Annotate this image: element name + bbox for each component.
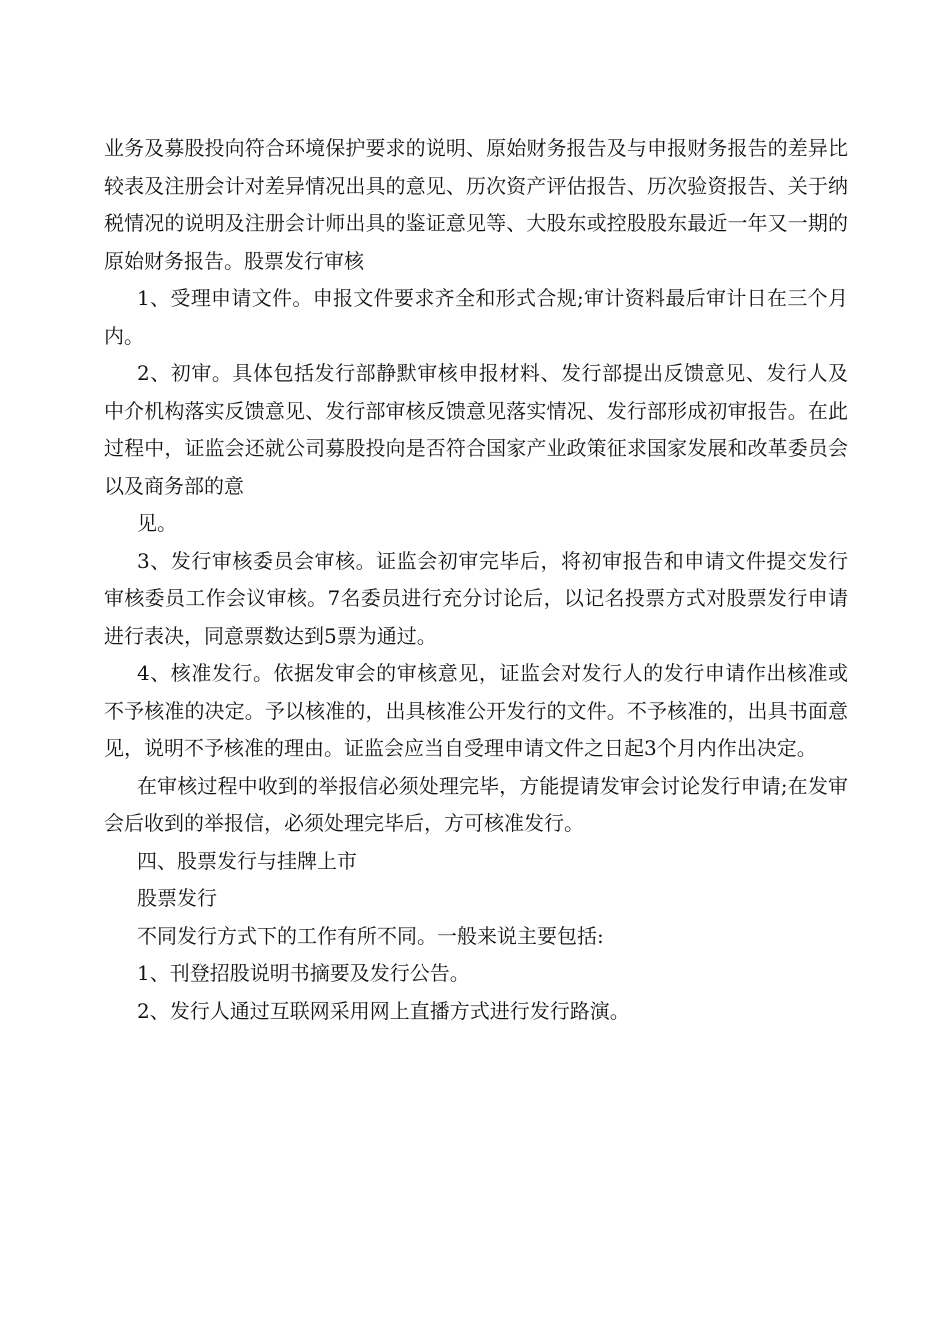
subsection-heading: 股票发行 bbox=[137, 886, 217, 910]
document-body bbox=[104, 130, 848, 1030]
list-item-1: 1、刊登招股说明书摘要及发行公告。 bbox=[137, 961, 470, 985]
paragraph-3: 2、初审。具体包括发行部静默审核申报材料、发行部提出反馈意见、发行人及中介机构落实反馈意见、发行部审核反馈意见落实情况、发行部形成初审报告。在此过程中，证监会还就公司募股投向是否符合国家产业政策征求国家发展和改革委员会以及商务部的意 bbox=[104, 361, 848, 498]
paragraph-4: 见。 bbox=[137, 511, 177, 535]
section-heading: 四、股票发行与挂牌上市 bbox=[137, 848, 357, 873]
paragraph-7: 在审核过程中收到的举报信必须处理完毕，方能提请发审会讨论发行申请;在发审会后收到的举报信，必须处理完毕后，方可核准发行。 bbox=[104, 773, 848, 835]
paragraph-6: 4、核准发行。依据发审会的审核意见，证监会对发行人的发行申请作出核准或不予核准的决定。予以核准的，出具核准公开发行的文件。不予核准的，出具书面意见，说明不予核准的理由。证监会应当自受理申请文件之日起3个月内作出决定。 bbox=[104, 661, 848, 760]
list-item-2: 2、发行人通过互联网采用网上直播方式进行发行路演。 bbox=[137, 998, 630, 1023]
paragraph-8: 不同发行方式下的工作有所不同。一般来说主要包括: bbox=[137, 923, 604, 948]
paragraph-5: 3、发行审核委员会审核。证监会初审完毕后，将初审报告和申请文件提交发行审核委员工作会议审核。7名委员进行充分讨论后，以记名投票方式对股票发行申请进行表决，同意票数达到5票为通过。 bbox=[104, 548, 848, 648]
paragraph-1: 业务及募股投向符合环境保护要求的说明、原始财务报告及与申报财务报告的差异比较表及注册会计对差异情况出具的意见、历次资产评估报告、历次验资报告、关于纳税情况的说明及注册会计师出具的鉴证意见等、大股东或控股股东最近一年又一期的原始财务报告。股票发行审核 bbox=[104, 136, 848, 273]
paragraph-2: 1、受理申请文件。申报文件要求齐全和形式合规;审计资料最后审计日在三个月内。 bbox=[104, 286, 848, 348]
